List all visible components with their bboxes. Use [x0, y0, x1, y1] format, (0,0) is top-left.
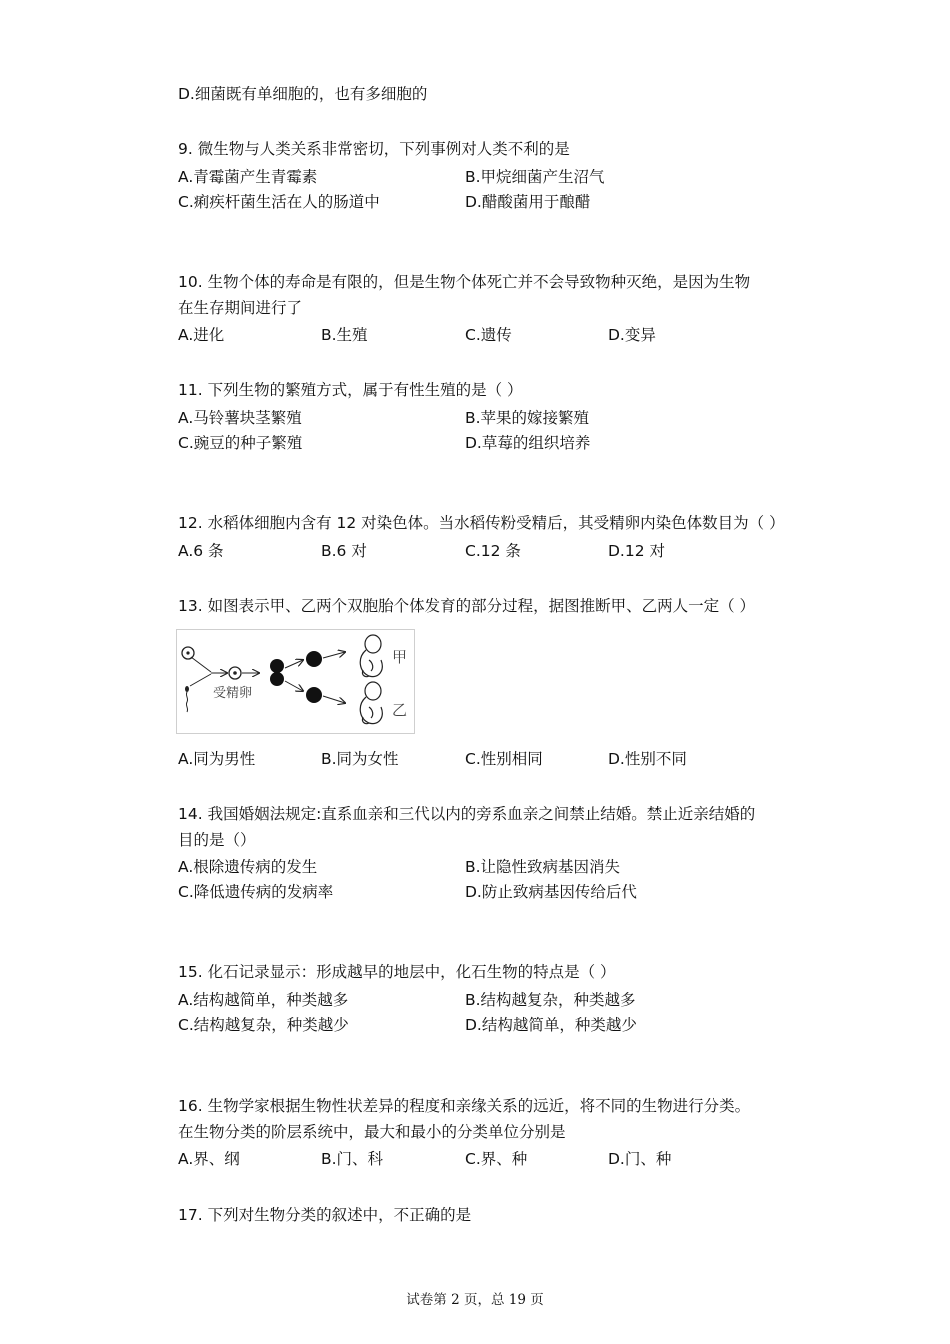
- q10-option-c: C.遗传: [465, 326, 512, 344]
- q10-option-a: A.进化: [178, 326, 225, 344]
- q15-stem: 15. 化石记录显示：形成越早的地层中，化石生物的特点是（ ）: [178, 963, 616, 981]
- q16-stem-line1: 16. 生物学家根据生物性状差异的程度和亲缘关系的远近，将不同的生物进行分类。: [178, 1097, 751, 1115]
- q16-option-a: A.界、纲: [178, 1150, 240, 1168]
- q10-stem-line1: 10. 生物个体的寿命是有限的，但是生物个体死亡并不会导致物种灭绝，是因为生物: [178, 273, 751, 291]
- q16-stem-line2: 在生物分类的阶层系统中，最大和最小的分类单位分别是: [178, 1123, 566, 1141]
- q11-option-a: A.马铃薯块茎繁殖: [178, 409, 302, 427]
- q14-option-d: D.防止致病基因传给后代: [465, 883, 637, 901]
- q12-option-b: B.6 对: [321, 542, 367, 560]
- q15-option-a: A.结构越简单，种类越多: [178, 991, 349, 1009]
- q16-option-c: C.界、种: [465, 1150, 528, 1168]
- twin-development-figure: [176, 629, 415, 734]
- q9-option-c: C.痢疾杆菌生活在人的肠道中: [178, 193, 380, 211]
- q14-option-a: A.根除遗传病的发生: [178, 858, 318, 876]
- q11-option-b: B.苹果的嫁接繁殖: [465, 409, 590, 427]
- q10-stem-line2: 在生存期间进行了: [178, 299, 303, 317]
- q14-stem-line2: 目的是（）: [178, 831, 256, 849]
- q13-option-a: A.同为男性: [178, 750, 256, 768]
- q16-option-d: D.门、种: [608, 1150, 672, 1168]
- q10-option-b: B.生殖: [321, 326, 368, 344]
- q12-option-d: D.12 对: [608, 542, 666, 560]
- yi-label: 乙: [392, 701, 408, 719]
- q12-option-a: A.6 条: [178, 542, 224, 560]
- q13-stem: 13. 如图表示甲、乙两个双胞胎个体发育的部分过程，据图推断甲、乙两人一定（ ）: [178, 597, 756, 615]
- q17-stem: 17. 下列对生物分类的叙述中，不正确的是: [178, 1206, 472, 1224]
- q14-stem-line1: 14. 我国婚姻法规定:直系血亲和三代以内的旁系血亲之间禁止结婚。禁止近亲结婚的: [178, 805, 756, 823]
- q12-option-c: C.12 条: [465, 542, 521, 560]
- q13-option-b: B.同为女性: [321, 750, 399, 768]
- fetus-jia-icon: [360, 635, 382, 677]
- sperm-cell-icon: [185, 686, 189, 712]
- page-footer: 试卷第 2 页，总 19 页: [406, 1292, 544, 1308]
- q9-option-a: A.青霉菌产生青霉素: [178, 168, 318, 186]
- q16-option-b: B.门、科: [321, 1150, 384, 1168]
- egg-cell-icon: [182, 647, 194, 659]
- q15-option-d: D.结构越简单，种类越少: [465, 1016, 637, 1034]
- embryo-b-icon: [306, 687, 322, 703]
- q9-option-d: D.醋酸菌用于酿醋: [465, 193, 591, 211]
- q9-option-b: B.甲烷细菌产生沼气: [465, 168, 605, 186]
- fetus-yi-icon: [360, 682, 382, 724]
- q11-option-d: D.草莓的组织培养: [465, 434, 591, 452]
- q10-option-d: D.变异: [608, 326, 656, 344]
- jia-label: 甲: [392, 648, 408, 666]
- zygote-icon: [229, 667, 241, 679]
- embryo-a-icon: [306, 651, 322, 667]
- zygote-label: 受精卵: [213, 686, 253, 701]
- q13-option-c: C.性别相同: [465, 750, 543, 768]
- q15-option-c: C.结构越复杂，种类越少: [178, 1016, 349, 1034]
- q12-stem: 12. 水稻体细胞内含有 12 对染色体。当水稻传粉受精后，其受精卵内染色体数目为（ ）: [178, 514, 785, 532]
- q11-option-c: C.豌豆的种子繁殖: [178, 434, 303, 452]
- q14-option-b: B.让隐性致病基因消失: [465, 858, 621, 876]
- two-cell-embryo-icon: [270, 659, 284, 686]
- q13-option-d: D.性别不同: [608, 750, 687, 768]
- q8-option-d: D.细菌既有单细胞的，也有多细胞的: [178, 85, 428, 103]
- q14-option-c: C.降低遗传病的发病率: [178, 883, 334, 901]
- q9-stem: 9. 微生物与人类关系非常密切，下列事例对人类不利的是: [178, 140, 570, 158]
- q15-option-b: B.结构越复杂，种类越多: [465, 991, 636, 1009]
- q11-stem: 11. 下列生物的繁殖方式，属于有性生殖的是（ ）: [178, 381, 523, 399]
